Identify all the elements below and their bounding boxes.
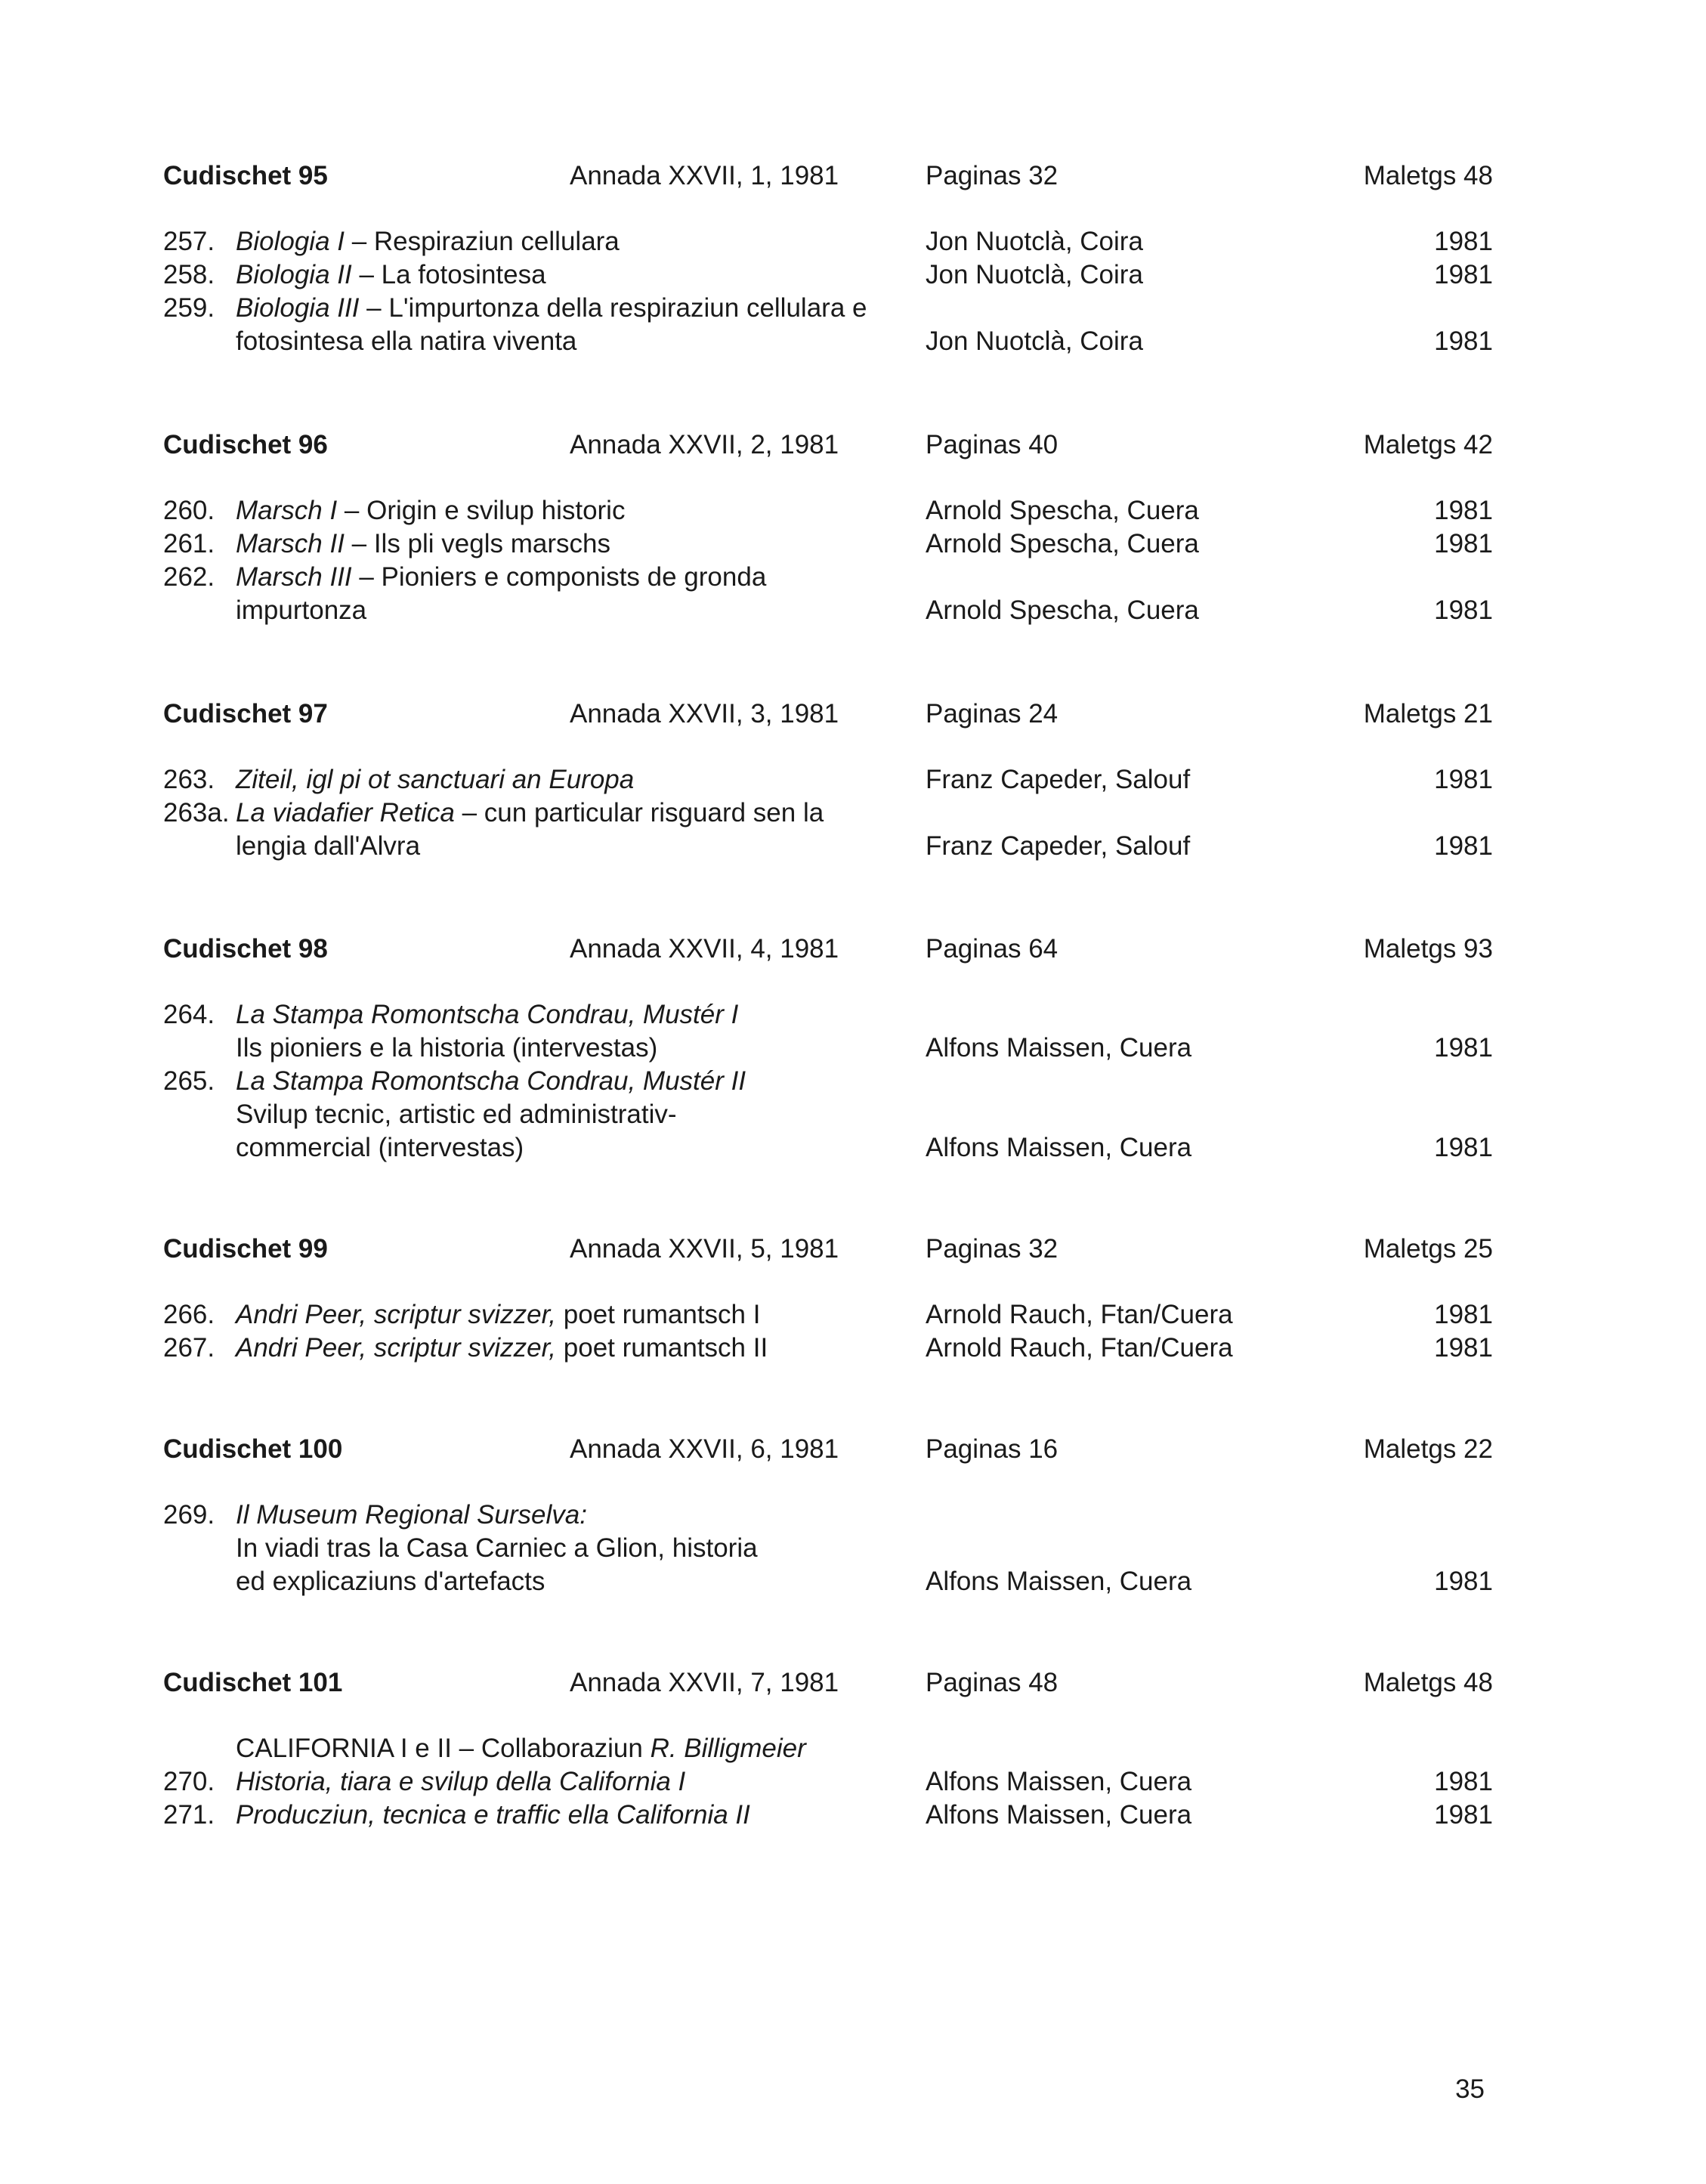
list-item — [163, 1799, 1493, 1832]
entry-title — [236, 763, 901, 797]
list-item — [163, 1298, 1493, 1332]
entry-number: 270. — [163, 1767, 215, 1796]
list-item — [163, 763, 1493, 797]
entry-list — [163, 1732, 1493, 1832]
entry-number: 269. — [163, 1500, 215, 1530]
section-header — [163, 934, 1493, 970]
entry-number: 271. — [163, 1800, 215, 1830]
page-number: 35 — [1455, 2074, 1485, 2104]
entry-title-italic: Il Museum Regional Surselva: — [236, 1500, 587, 1530]
annada: Annada XXVII, 1, 1981 — [570, 161, 839, 190]
entry-title-italic: Andri Peer, scriptur svizzer, — [236, 1300, 557, 1329]
entry-year: 1981 — [1434, 765, 1493, 794]
entry-title-rest: In viadi tras la Casa Carniec a Glion, historia ed explicaziuns d'artefacts — [236, 1533, 758, 1596]
list-item — [163, 998, 1493, 1065]
list-item — [163, 258, 1493, 292]
entry-title-rest: – Respiraziun cellulara — [344, 227, 620, 256]
list-item — [163, 225, 1493, 258]
section-cudischet-99 — [163, 1234, 1493, 1365]
issue-title: Cudischet 98 — [163, 934, 328, 964]
entry-number: 265. — [163, 1066, 215, 1096]
entry-title-rest: – Ils pli vegls marschs — [344, 529, 610, 558]
annada: Annada XXVII, 3, 1981 — [570, 699, 839, 729]
entry-year: 1981 — [1434, 1800, 1493, 1830]
section-header — [163, 699, 1493, 735]
entry-year: 1981 — [1434, 595, 1493, 625]
annada: Annada XXVII, 4, 1981 — [570, 934, 839, 964]
entry-title-italic: La viadafier Retica — [236, 798, 455, 828]
entry-number: 263. — [163, 765, 215, 794]
section-cudischet-100 — [163, 1434, 1493, 1598]
section-cudischet-97 — [163, 699, 1493, 863]
entry-number: 261. — [163, 529, 215, 558]
illustration-count: Maletgs 42 — [1363, 430, 1493, 459]
entry-number: 263a. — [163, 798, 230, 828]
annada: Annada XXVII, 2, 1981 — [570, 430, 839, 459]
page-count: Paginas 32 — [926, 1234, 1059, 1264]
entry-number: 259. — [163, 293, 215, 323]
entry-number: 260. — [163, 496, 215, 525]
list-item — [163, 1499, 1493, 1598]
illustration-count: Maletgs 93 — [1363, 934, 1493, 964]
entry-number: 257. — [163, 227, 215, 256]
entry-title — [236, 494, 901, 527]
series-intro — [163, 1732, 1493, 1765]
page-count: Paginas 48 — [926, 1668, 1059, 1697]
entry-title — [236, 292, 885, 358]
list-item — [163, 797, 1493, 863]
entry-title-rest: poet rumantsch I — [556, 1300, 761, 1329]
entry-author: Alfons Maissen, Cuera — [926, 1800, 1192, 1830]
entry-list — [163, 1298, 1493, 1365]
illustration-count: Maletgs 22 — [1363, 1434, 1493, 1464]
entry-author: Jon Nuotclà, Coira — [926, 227, 1143, 256]
illustration-count: Maletgs 21 — [1363, 699, 1493, 729]
section-header — [163, 1668, 1493, 1704]
entry-title — [236, 1765, 901, 1799]
entry-title-italic: Producziun, tecnica e traffic ella California II — [236, 1800, 750, 1830]
annada: Annada XXVII, 6, 1981 — [570, 1434, 839, 1464]
entry-year: 1981 — [1434, 831, 1493, 861]
entry-title-italic: Biologia II — [236, 260, 352, 289]
issue-title: Cudischet 95 — [163, 161, 328, 190]
entry-title-italic: Biologia I — [236, 227, 345, 256]
illustration-count: Maletgs 48 — [1363, 161, 1493, 190]
entry-title-rest: poet rumantsch II — [556, 1333, 768, 1363]
entry-author: Arnold Rauch, Ftan/Cuera — [926, 1333, 1233, 1363]
entry-title-italic: La Stampa Romontscha Condrau, Mustér II — [236, 1066, 746, 1096]
section-cudischet-96 — [163, 430, 1493, 627]
entry-title — [236, 527, 901, 561]
entry-title-rest: – Origin e svilup historic — [337, 496, 626, 525]
section-cudischet-95 — [163, 161, 1493, 358]
section-header — [163, 1434, 1493, 1471]
entry-year: 1981 — [1434, 496, 1493, 525]
illustration-count: Maletgs 25 — [1363, 1234, 1493, 1264]
page-count: Paginas 16 — [926, 1434, 1059, 1464]
entry-title-italic: Andri Peer, scriptur svizzer, — [236, 1333, 557, 1363]
entry-title — [236, 258, 901, 292]
entry-title — [236, 225, 901, 258]
entry-year: 1981 — [1434, 227, 1493, 256]
entry-title-italic: La Stampa Romontscha Condrau, Mustér I — [236, 1000, 739, 1029]
entry-author: Arnold Rauch, Ftan/Cuera — [926, 1300, 1233, 1329]
issue-title: Cudischet 99 — [163, 1234, 328, 1264]
issue-title: Cudischet 100 — [163, 1434, 343, 1464]
series-intro-italic: R. Billigmeier — [650, 1734, 806, 1763]
entry-title-italic: Biologia III — [236, 293, 360, 323]
entry-title-rest: Ils pioniers e la historia (intervestas) — [236, 1033, 658, 1063]
entry-title-italic: Marsch I — [236, 496, 338, 525]
section-cudischet-101 — [163, 1668, 1493, 1832]
entry-author: Arnold Spescha, Cuera — [926, 496, 1199, 525]
entry-title-italic: Marsch III — [236, 562, 352, 592]
entry-list — [163, 1499, 1493, 1598]
entry-title-italic: Marsch II — [236, 529, 345, 558]
entry-title — [236, 797, 863, 863]
entry-title-rest: – L'impurtonza della respiraziun cellulara e fotosintesa ella natira viventa — [236, 293, 867, 356]
list-item — [163, 1065, 1493, 1165]
list-item — [163, 1332, 1493, 1365]
entry-year: 1981 — [1434, 1033, 1493, 1063]
section-cudischet-98 — [163, 934, 1493, 1165]
entry-year: 1981 — [1434, 1300, 1493, 1329]
entry-number: 267. — [163, 1333, 215, 1363]
page-count: Paginas 64 — [926, 934, 1059, 964]
list-item — [163, 494, 1493, 527]
issue-title: Cudischet 96 — [163, 430, 328, 459]
entry-title — [236, 998, 901, 1065]
page-count: Paginas 32 — [926, 161, 1059, 190]
section-header — [163, 161, 1493, 197]
series-intro-text — [236, 1732, 901, 1765]
page-count: Paginas 24 — [926, 699, 1059, 729]
entry-year: 1981 — [1434, 1567, 1493, 1596]
issue-title: Cudischet 101 — [163, 1668, 343, 1697]
entry-year: 1981 — [1434, 1767, 1493, 1796]
entry-author: Franz Capeder, Salouf — [926, 831, 1191, 861]
entry-number: 262. — [163, 562, 215, 592]
entry-author: Jon Nuotclà, Coira — [926, 260, 1143, 289]
page-count: Paginas 40 — [926, 430, 1059, 459]
entry-author: Alfons Maissen, Cuera — [926, 1767, 1192, 1796]
entry-author: Alfons Maissen, Cuera — [926, 1033, 1192, 1063]
entry-title-italic: Ziteil, igl pi ot sanctuari an Europa — [236, 765, 635, 794]
entry-title-rest: Svilup tecnic, artistic ed administrativ-commercial (intervestas) — [236, 1100, 677, 1162]
section-header — [163, 430, 1493, 466]
entry-year: 1981 — [1434, 326, 1493, 356]
entry-title — [236, 1065, 765, 1165]
entry-author: Arnold Spescha, Cuera — [926, 595, 1199, 625]
list-item — [163, 561, 1493, 627]
entry-title — [236, 1298, 901, 1332]
entry-list — [163, 998, 1493, 1165]
list-item — [163, 1765, 1493, 1799]
entry-title — [236, 1799, 901, 1832]
entry-author: Alfons Maissen, Cuera — [926, 1133, 1192, 1162]
entry-author: Alfons Maissen, Cuera — [926, 1567, 1192, 1596]
issue-title: Cudischet 97 — [163, 699, 328, 729]
list-item — [163, 292, 1493, 358]
list-item — [163, 527, 1493, 561]
entry-list — [163, 763, 1493, 863]
section-header — [163, 1234, 1493, 1270]
entry-title-italic: Historia, tiara e svilup della California I — [236, 1767, 686, 1796]
series-intro-plain: CALIFORNIA I e II – Collaboraziun — [236, 1734, 651, 1763]
illustration-count: Maletgs 48 — [1363, 1668, 1493, 1697]
entry-year: 1981 — [1434, 529, 1493, 558]
entry-title-rest: – Pioniers e componists de gronda impurtonza — [236, 562, 767, 625]
annada: Annada XXVII, 5, 1981 — [570, 1234, 839, 1264]
annada: Annada XXVII, 7, 1981 — [570, 1668, 839, 1697]
entry-title-rest: – cun particular risguard sen la lengia dall'Alvra — [236, 798, 824, 861]
entry-title — [236, 1332, 901, 1365]
entry-title — [236, 1499, 787, 1598]
entry-author: Jon Nuotclà, Coira — [926, 326, 1143, 356]
entry-year: 1981 — [1434, 1333, 1493, 1363]
entry-author: Franz Capeder, Salouf — [926, 765, 1191, 794]
entry-year: 1981 — [1434, 1133, 1493, 1162]
entry-author: Arnold Spescha, Cuera — [926, 529, 1199, 558]
entry-number: 266. — [163, 1300, 215, 1329]
entry-list — [163, 225, 1493, 358]
entry-year: 1981 — [1434, 260, 1493, 289]
entry-list — [163, 494, 1493, 627]
entry-number: 264. — [163, 1000, 215, 1029]
entry-number: 258. — [163, 260, 215, 289]
entry-title-rest: – La fotosintesa — [351, 260, 546, 289]
entry-title — [236, 561, 885, 627]
